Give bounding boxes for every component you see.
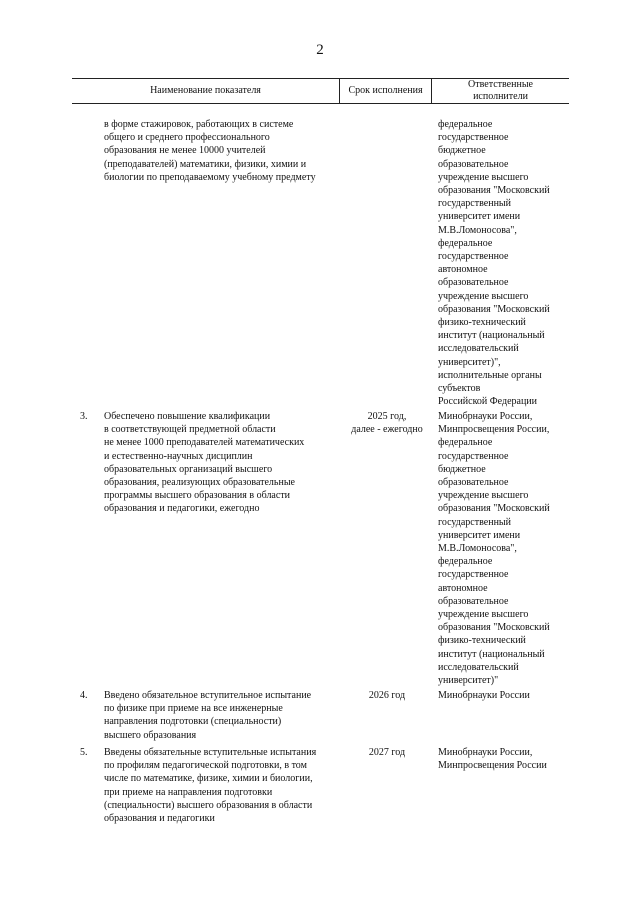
responsible-line: образовательное [438,595,509,607]
header-name-label: Наименование показателя [150,85,261,96]
responsible-line: исследовательский [438,661,519,673]
header-responsible [432,79,569,103]
name-line: образования, реализующих образовательные [104,477,295,489]
responsible-line: исследовательский [438,343,519,355]
row-responsible [438,689,568,702]
name-line: (преподавателей) математики, физики, химии и [104,158,307,170]
header-term [340,79,431,103]
name-line: высшего образования [104,729,197,741]
responsible-line: государственное [438,450,509,462]
name-line: общего и среднего профессионального [104,132,270,144]
name-line: числе по математике, физике, химии и биологии, [104,773,313,785]
name-line: образования не менее 10000 учителей [104,145,266,157]
responsible-line: государственный [438,516,511,528]
responsible-line: Минпросвещения России, [438,424,550,436]
responsible-line: учреждение высшего [438,171,529,183]
header-term-label: Срок исполнения [348,85,423,96]
name-line: и естественно-научных дисциплин [104,450,253,462]
name-line: по профилям педагогической подготовки, в том [104,760,307,772]
header-bottom-rule [72,103,569,104]
responsible-line: государственное [438,569,509,581]
name-line: биологии по преподаваемому учебному предмету [104,171,316,183]
row-responsible [438,410,568,687]
page-number: 2 [316,42,324,58]
responsible-line: университет имени [438,529,521,541]
row-number: 4. [80,690,88,701]
responsible-line: М.В.Ломоносова", [438,224,517,236]
row-responsible [438,746,568,772]
name-line: программы высшего образования в области [104,490,291,502]
responsible-line: физико-технический [438,635,526,647]
header-responsible-line: исполнители [473,91,528,102]
responsible-line: Минобрнауки России, [438,411,533,422]
name-line: при приеме на направления подготовки [104,786,273,798]
responsible-line: Российской Федерации [438,396,538,408]
name-line: Введено обязательное вступительное испытание [104,690,312,701]
responsible-line: бюджетное [438,463,486,475]
name-line: в форме стажировок, работающих в системе [104,119,294,130]
responsible-line: учреждение высшего [438,609,529,621]
responsible-line: Минпросвещения России [438,760,547,772]
responsible-line: автономное [438,582,488,594]
name-line: по физике при приеме на все инженерные [104,703,283,715]
name-line: образования и педагогики [104,813,215,825]
responsible-line: образования "Московский [438,503,550,515]
row-number: 3. [80,411,88,422]
name-line: Введены обязательные вступительные испытания [104,747,317,758]
row-name [104,689,344,742]
term-line: далее - ежегодно [351,424,423,436]
responsible-line: физико-технический [438,317,526,329]
responsible-line: Минобрнауки России, [438,747,533,758]
name-line: Обеспечено повышение квалификации [104,411,271,422]
responsible-line: институт (национальный [438,330,545,342]
responsible-line: федеральное [438,237,493,249]
term-line: 2027 год [368,747,406,758]
row-term [343,689,431,702]
header-responsible-line: Ответственные [468,79,533,90]
responsible-line: Минобрнауки России [438,690,530,701]
responsible-line: образовательное [438,158,509,170]
name-line: образовательных организаций высшего [104,463,273,475]
responsible-line: федеральное [438,119,493,130]
name-line: в соответствующей предметной области [104,424,276,436]
responsible-line: образования "Московский [438,622,550,634]
responsible-line: образовательное [438,277,509,289]
name-line: направления подготовки (специальности) [104,716,282,728]
row-responsible [438,118,568,408]
row-number: 5. [80,747,88,758]
responsible-line: институт (национальный [438,648,545,660]
row-name [104,746,344,825]
responsible-line: университет имени [438,211,521,223]
responsible-line: бюджетное [438,145,486,157]
responsible-line: автономное [438,264,488,276]
row-term [343,410,431,436]
responsible-line: исполнительные органы [438,369,542,381]
name-line: не менее 1000 преподавателей математических [104,437,305,449]
row-name [104,118,344,184]
responsible-line: образования "Московский [438,303,550,315]
responsible-line: государственное [438,132,509,144]
name-line: образования и педагогики, ежегодно [104,503,260,515]
responsible-line: университет)" [438,675,499,687]
term-line: 2025 год, [367,411,407,422]
row-name [104,410,344,516]
responsible-line: М.В.Ломоносова", [438,543,517,555]
responsible-line: университет)", [438,356,501,368]
responsible-line: образовательное [438,477,509,489]
name-line: (специальности) высшего образования в области [104,799,313,811]
responsible-line: учреждение высшего [438,290,529,302]
responsible-line: государственное [438,251,509,263]
responsible-line: субъектов [438,383,481,395]
responsible-line: федеральное [438,437,493,449]
responsible-line: учреждение высшего [438,490,529,502]
header-name [72,79,339,103]
responsible-line: федеральное [438,556,493,568]
term-line: 2026 год [368,690,406,701]
row-term [343,746,431,759]
responsible-line: образования "Московский [438,185,550,197]
responsible-line: государственный [438,198,511,210]
